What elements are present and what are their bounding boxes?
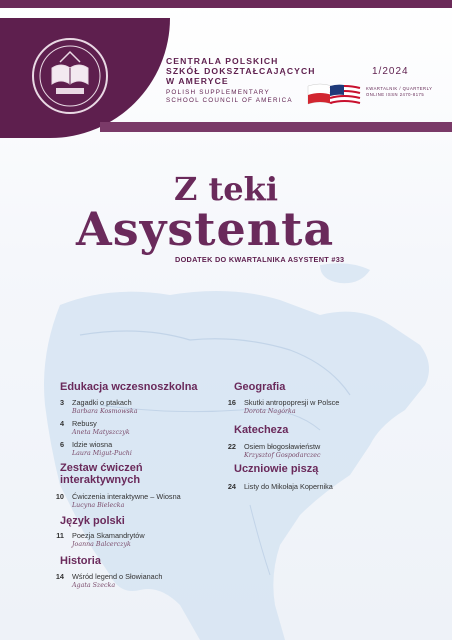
toc-entry[interactable] [50, 419, 220, 439]
toc-entry-author: Barbara Kosmowska [72, 408, 138, 415]
toc-section-early-education: Edukacja wczesnoszkolna [60, 381, 198, 393]
top-stripe [0, 0, 452, 8]
toc-entry-title: Wśród legend o Słowianach [72, 572, 163, 581]
toc-entry-title: Listy do Mikołaja Kopernika [244, 482, 333, 491]
toc-entry-title: Skutki antropopresji w Polsce [244, 398, 340, 407]
toc-page-number: 10 [55, 492, 64, 501]
toc-entry-title: Idzie wiosna [72, 440, 113, 449]
title-line-2: Asystenta [76, 202, 335, 256]
org-name-polish-3: W AMERYCE [166, 76, 229, 86]
title-line-1: Z teki [174, 170, 278, 208]
toc-page-number: 14 [55, 572, 64, 581]
toc-entry-title: Ćwiczenia interaktywne – Wiosna [72, 492, 181, 501]
toc-section-polish-language: Język polski [60, 515, 125, 527]
org-name-polish-1: CENTRALA POLSKICH [166, 56, 279, 66]
toc-entry-author: Krzysztof Gospodarczec [244, 452, 321, 459]
toc-entry[interactable] [222, 482, 422, 494]
toc-page-number: 16 [227, 398, 236, 407]
publication-note-1: KWARTALNIK / QUARTERLY [366, 86, 433, 91]
toc-entry[interactable] [50, 492, 225, 512]
org-name-english-2: SCHOOL COUNCIL OF AMERICA [166, 97, 293, 104]
org-name-english-1: POLISH SUPPLEMENTARY [166, 89, 270, 96]
toc-page-number: 11 [56, 531, 64, 540]
toc-entry[interactable] [222, 398, 422, 418]
issue-number: 1/2024 [372, 66, 409, 77]
publication-note [366, 86, 450, 98]
toc-page-number: 3 [59, 398, 64, 407]
toc-page-number: 24 [227, 482, 236, 491]
toc-section-geography: Geografia [234, 381, 286, 393]
toc-entry[interactable] [222, 442, 422, 462]
toc-entry-author: Agata Szecka [72, 582, 116, 589]
toc-entry-title: Rebusy [72, 419, 97, 428]
toc-section-history: Historia [60, 555, 101, 567]
toc-page-number: 6 [59, 440, 64, 449]
toc-entry[interactable] [50, 398, 220, 418]
toc-entry-author: Dorota Nagórka [244, 408, 296, 415]
toc-section-students-write: Uczniowie piszą [234, 463, 319, 475]
toc-entry[interactable] [50, 531, 220, 551]
toc-entry-author: Laura Migut-Puchi [72, 450, 132, 457]
publication-note-2: ONLINE ISSN 2470-8175 [366, 92, 425, 97]
organization-logo [32, 38, 108, 114]
flags-icon [306, 82, 362, 108]
supplement-subtitle: DODATEK DO KWARTALNIKA ASYSTENT #33 [175, 255, 345, 264]
toc-entry-author: Aneta Matyszczyk [72, 429, 130, 436]
toc-entry-author: Lucyna Bielecka [72, 502, 125, 509]
toc-entry[interactable] [50, 440, 220, 460]
toc-page-number: 22 [227, 442, 236, 451]
toc-section-catechesis: Katecheza [234, 424, 289, 436]
toc-entry-title: Poezja Skamandrytów [72, 531, 145, 540]
toc-entry-author: Joanna Balcerczyk [72, 541, 131, 548]
header-divider [100, 122, 452, 132]
org-name-polish-2: SZKÓŁ DOKSZTAŁCAJĄCYCH [166, 66, 316, 76]
toc-entry[interactable] [50, 572, 220, 592]
open-book-emblem-icon [34, 40, 106, 112]
toc-page-number: 4 [59, 419, 64, 428]
toc-entry-title: Zagadki o ptakach [72, 398, 132, 407]
toc-entry-title: Osiem błogosławieństw [244, 442, 321, 451]
toc-section-interactive-exercises: Zestaw ćwiczeń interaktywnych [60, 462, 143, 486]
